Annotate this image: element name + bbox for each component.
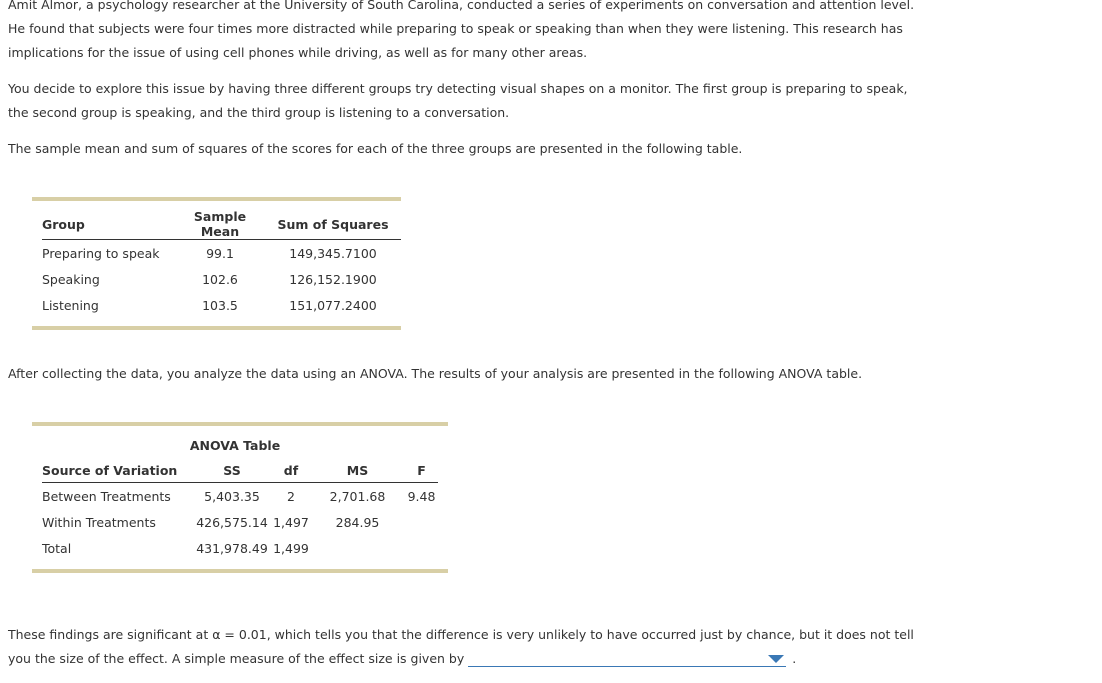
sample-table-intro: The sample mean and sum of squares of the scores for each of the three groups are presented in the following table. <box>8 141 743 156</box>
caret-down-icon[interactable] <box>768 655 784 663</box>
table-row <box>42 483 438 510</box>
cell-source: Total <box>42 540 72 556</box>
table-row <box>42 266 401 292</box>
cell-df: 1,499 <box>273 540 309 556</box>
table-row <box>42 535 438 561</box>
table-top-border <box>32 197 401 201</box>
cell-sum-of-squares: 151,077.2400 <box>289 297 377 313</box>
intro-paragraph: Amit Almor, a psychology researcher at the University of South Carolina, conducted a series of experiments on conversation and attention level. He found that subjects were four times more distracted while preparing to speak or speaking than when they were listening. This research has implications for the issue of using cell phones while driving, as well as for many other areas. <box>8 0 915 60</box>
header-f: F <box>405 458 438 483</box>
sample-statistics-table <box>32 197 401 330</box>
conclusion-period: . <box>792 651 797 666</box>
cell-ss: 5,403.35 <box>204 488 260 504</box>
cell-ms <box>310 535 405 561</box>
cell-df: 1,497 <box>273 514 309 530</box>
conclusion-text: These findings are significant at α = 0.01, which tells you that the difference is very unlikely to have occurred just by chance, but it does not tell you the size of the effect. A simple measure of the effect size is given by <box>8 627 914 666</box>
header-ms: MS <box>310 458 405 483</box>
header-source-of-variation: Source of Variation <box>42 458 192 483</box>
cell-group: Preparing to speak <box>42 245 160 261</box>
table-row <box>42 240 401 267</box>
anova-table-caption: ANOVA Table <box>189 438 281 453</box>
cell-group: Listening <box>42 297 99 313</box>
anova-table <box>32 422 448 573</box>
cell-f <box>405 509 438 535</box>
table-header-row <box>42 209 401 240</box>
conclusion-paragraph <box>8 623 918 671</box>
table-bottom-border <box>32 326 401 330</box>
header-ss: SS <box>192 458 272 483</box>
header-sample-mean: Sample Mean <box>175 209 265 240</box>
cell-ms: 2,701.68 <box>329 488 386 504</box>
effect-size-dropdown[interactable] <box>468 652 786 667</box>
table-header-row <box>42 458 438 483</box>
cell-df: 2 <box>287 488 295 504</box>
cell-ss: 426,575.14 <box>196 514 268 530</box>
cell-f <box>405 535 438 561</box>
table-row <box>42 292 401 318</box>
table-bottom-border <box>32 569 448 573</box>
cell-sample-mean: 99.1 <box>206 245 234 261</box>
anova-table-grid <box>42 458 438 561</box>
cell-source: Within Treatments <box>42 514 156 530</box>
cell-sample-mean: 103.5 <box>202 297 238 313</box>
cell-sample-mean: 102.6 <box>202 271 238 287</box>
cell-ms: 284.95 <box>335 514 380 530</box>
header-sum-of-squares: Sum of Squares <box>265 209 401 240</box>
cell-f: 9.48 <box>407 488 436 504</box>
anova-table-intro: After collecting the data, you analyze the data using an ANOVA. The results of your analysis are presented in the following ANOVA table. <box>8 366 863 381</box>
cell-sum-of-squares: 126,152.1900 <box>289 271 377 287</box>
cell-group: Speaking <box>42 271 100 287</box>
explore-paragraph: You decide to explore this issue by having three different groups try detecting visual shapes on a monitor. The first group is preparing to speak, the second group is speaking, and the third group is listening to a conversation. <box>8 81 908 120</box>
cell-sum-of-squares: 149,345.7100 <box>289 245 377 261</box>
header-df: df <box>272 458 310 483</box>
cell-ss: 431,978.49 <box>196 540 268 556</box>
header-group: Group <box>42 209 175 240</box>
sample-table-grid <box>42 209 401 318</box>
table-row <box>42 509 438 535</box>
cell-source: Between Treatments <box>42 488 171 504</box>
